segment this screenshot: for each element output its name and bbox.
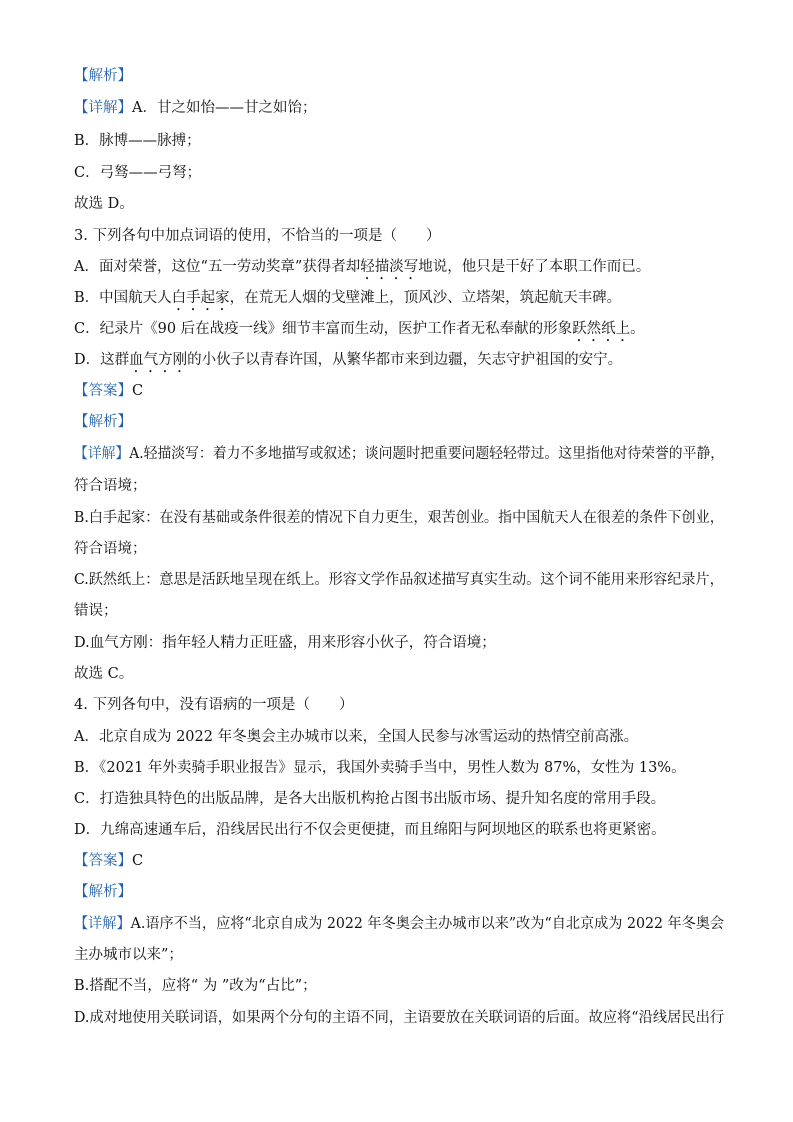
paragraph-text: 符合语境；: [74, 541, 147, 557]
answer-value: C: [132, 383, 144, 399]
analysis-tag: [74, 66, 132, 86]
option-text: 。: [630, 321, 645, 337]
paragraph-text: 主办城市以来”；: [74, 947, 183, 963]
analysis-label: 【解析】: [74, 414, 132, 430]
analysis-label: 【解析】: [74, 884, 132, 900]
text-line: [74, 194, 134, 214]
question-4-stem: [74, 695, 353, 715]
text-line: [74, 664, 133, 684]
dotted-phrase: 白手起家: [171, 290, 230, 306]
paragraph-text: 符合语境；: [74, 478, 147, 494]
option-d: [74, 820, 666, 840]
option-b: [74, 288, 621, 314]
text-line: [74, 508, 724, 528]
analysis-tag: [74, 412, 132, 432]
dotted-phrase: 轻描淡写: [360, 259, 419, 275]
detail-label: 【详解】: [74, 916, 131, 932]
text-line: [74, 633, 496, 653]
dotted-phrase: 血气方刚: [129, 352, 188, 368]
option-text: D．这群: [74, 352, 130, 368]
option-a: [74, 257, 650, 283]
paragraph-text: C.跃然纸上：意思是活跃地呈现在纸上。形容文学作品叙述描写真实生动。这个词不能用来形容纪录片，: [74, 572, 724, 588]
option-text: D．九绵高速通车后，沿线居民出行不仅会更便捷，而且绵阳与阿坝地区的联系也将更紧密。: [74, 822, 666, 838]
text-line: [74, 1008, 724, 1028]
option-text: B．《2021 年外卖骑手职业报告》显示，我国外卖骑手当中，男性人数为 87%，女性为 13%。: [74, 760, 686, 776]
option-c: [74, 319, 645, 345]
option-text: ，在荒无人烟的戈壁滩上，顶风沙、立塔架，筑起航天丰碑。: [229, 290, 622, 306]
option-text: C．打造独具特色的出版品牌，是各大出版机构抢占图书出版市场、提升知名度的常用手段。: [74, 791, 666, 807]
option-text: C．纪录片《90 后在战疫一线》细节丰富而生动，医护工作者无私奉献的形象: [74, 321, 573, 337]
paragraph-text: 故选 D。: [74, 196, 134, 212]
text-line: [74, 976, 317, 996]
option-a: [74, 727, 638, 747]
question-3-stem: [74, 226, 440, 246]
option-text: 的小伙子以青春许国，从繁华都市来到边疆，矢志守护祖国的安宁。: [187, 352, 623, 368]
text-line: [74, 945, 183, 965]
detail-line: [74, 444, 724, 464]
option-c: [74, 789, 665, 809]
detail-text: A．甘之如怡——甘之如饴；: [132, 100, 317, 116]
paragraph-text: 故选 C。: [74, 666, 134, 682]
question-text: 3. 下列各句中加点词语的使用，不恰当的一项是（ ）: [74, 228, 441, 244]
analysis-label: 【解析】: [74, 68, 132, 84]
option-text: A．面对荣誉，这位“五一劳动奖章”获得者却: [74, 259, 361, 275]
text-line: [74, 570, 724, 590]
detail-line: [74, 98, 316, 118]
answer-value: C: [132, 853, 144, 869]
answer-line: [74, 851, 143, 871]
paragraph-text: B.白手起家：在没有基础或条件很差的情况下自力更生，艰苦创业。指中国航天人在很差的条件下创业，: [74, 510, 724, 526]
detail-line: [74, 914, 724, 934]
detail-label: 【详解】: [74, 100, 132, 116]
paragraph-text: C．弓驽——弓弩；: [74, 165, 202, 181]
option-text: 地说，他只是干好了本职工作而已。: [418, 259, 651, 275]
option-text: A．北京自成为 2022 年冬奥会主办城市以来，全国人民参与冰雪运动的热情空前高涨。: [74, 729, 639, 745]
option-b: [74, 758, 686, 778]
text-line: [74, 163, 201, 183]
detail-label: 【详解】: [74, 446, 130, 462]
text-line: [74, 601, 118, 621]
paragraph-text: 错误；: [74, 603, 118, 619]
detail-text: A.语序不当，应将“北京自成为 2022 年冬奥会主办城市以来”改为“自北京成为 2022 年冬奥会: [130, 916, 725, 932]
option-text: B．中国航天人: [74, 290, 172, 306]
question-text: 4. 下列各句中，没有语病的一项是（ ）: [74, 697, 354, 713]
answer-label: 【答案】: [74, 383, 132, 399]
text-line: [74, 539, 147, 559]
option-d: [74, 350, 622, 376]
answer-label: 【答案】: [74, 853, 132, 869]
detail-text: A.轻描淡写：着力不多地描写或叙述；谈问题时把重要问题轻轻带过。这里指他对待荣誉的平静，: [129, 446, 725, 462]
dotted-phrase: 跃然纸上: [572, 321, 631, 337]
paragraph-text: D.成对地使用关联词语，如果两个分句的主语不同，主语要放在关联词语的后面。故应将“沿线居民出行: [74, 1010, 725, 1026]
paragraph-text: B．脉博——脉搏；: [74, 133, 201, 149]
paragraph-text: D.血气方刚：指年轻人精力正旺盛，用来形容小伙子，符合语境；: [74, 635, 496, 651]
paragraph-text: B.搭配不当，应将“ 为 ”改为“占比”；: [74, 978, 317, 994]
text-line: [74, 476, 147, 496]
analysis-tag: [74, 882, 132, 902]
text-line: [74, 131, 201, 151]
answer-line: [74, 381, 143, 401]
